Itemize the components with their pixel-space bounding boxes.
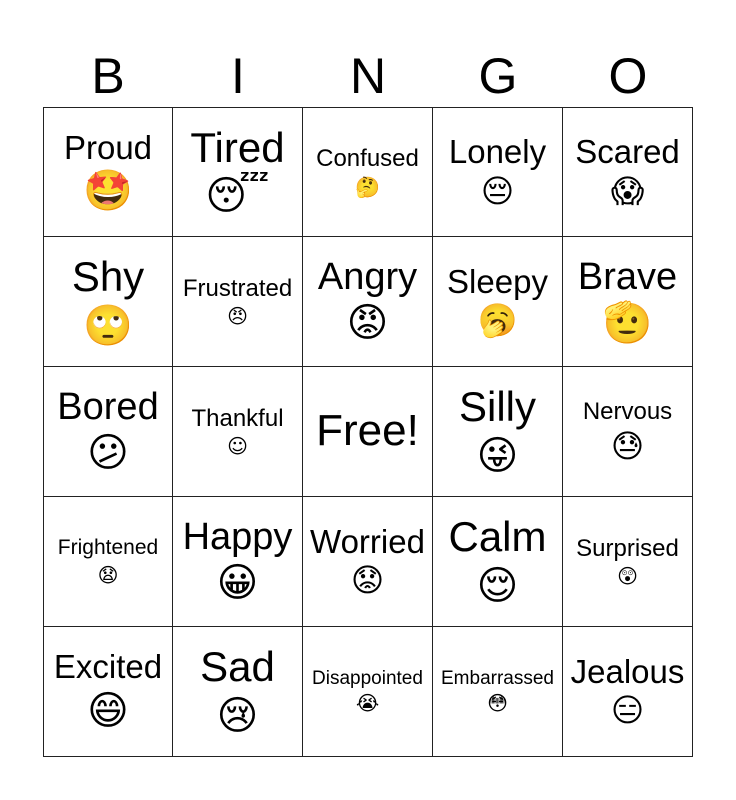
bingo-cell[interactable] [173,497,303,627]
emoji-icon: 😧 [97,562,119,587]
emoji-icon: 😠 [227,304,248,329]
bingo-cell[interactable] [303,627,433,757]
cell-label: Sleepy [447,262,548,300]
bingo-cell[interactable] [43,497,173,627]
emoji-icon: 😄 [87,687,129,734]
bingo-cell[interactable] [173,237,303,367]
bingo-cell[interactable] [173,107,303,237]
cell-label: Brave [577,255,678,298]
emoji-icon: 😡 [346,300,389,347]
cell-label: Thankful [191,404,284,432]
cell-label: Happy [182,515,293,558]
emoji-icon: 😀 [216,560,259,607]
emoji-icon: 🙄 [83,302,133,349]
cell-label: Lonely [448,133,547,171]
cell-label: Worried [310,522,425,560]
cell-label: Sad [200,643,275,691]
bingo-cell[interactable] [563,237,693,367]
emoji-icon: 😕 [87,430,129,477]
bingo-cell[interactable] [433,237,563,367]
emoji-icon: 😢 [216,692,259,739]
cell-label: Jealous [570,652,685,690]
bingo-cell[interactable] [43,107,173,237]
bingo-cell[interactable] [563,367,693,497]
cell-label: Frightened [57,536,159,560]
bingo-cell[interactable] [43,367,173,497]
cell-label: Calm [448,513,547,561]
emoji-icon: ☺ [227,434,248,459]
cell-label: Excited [53,648,163,686]
bingo-header [43,46,693,106]
free-space-cell[interactable] [303,367,433,497]
cell-label: Scared [575,133,680,171]
bingo-cell[interactable] [43,237,173,367]
emoji-icon: 🫡 [602,300,653,347]
cell-label: Free! [316,406,419,456]
cell-label: Proud [63,128,153,166]
bingo-cell[interactable] [303,107,433,237]
bingo-cell[interactable] [43,627,173,757]
emoji-icon: 🥱 [477,301,518,340]
emoji-icon: 😳 [487,691,508,716]
emoji-icon: 😱 [610,171,645,210]
cell-label: Bored [57,385,159,428]
bingo-cell[interactable] [563,627,693,757]
cell-label: Embarrassed [441,667,554,689]
emoji-icon: 😭 [355,691,380,716]
bingo-cell[interactable] [433,497,563,627]
header-letter-g: G [478,48,518,104]
cell-label: Disappointed [312,667,423,689]
emoji-icon: 🤔 [355,174,380,199]
emoji-icon: 😟 [350,561,385,600]
header-letter-n: N [349,48,387,104]
cell-label: Surprised [576,534,679,562]
bingo-cell[interactable] [303,237,433,367]
header-letter-b: B [91,48,125,104]
bingo-cell[interactable] [173,367,303,497]
cell-label: Confused [316,145,419,173]
header-letter-i: I [231,48,245,104]
emoji-icon: 😜 [476,432,519,479]
bingo-cell[interactable] [563,107,693,237]
emoji-icon: 😔 [480,171,515,210]
emoji-icon: 😲 [617,564,638,589]
cell-label: Frustrated [182,274,293,302]
cell-label: Tired [190,123,285,171]
bingo-cell[interactable] [433,627,563,757]
cell-label: Silly [458,383,536,431]
bingo-cell[interactable] [563,497,693,627]
emoji-icon: 😓 [610,426,645,465]
bingo-cell[interactable] [173,627,303,757]
bingo-cell[interactable] [303,497,433,627]
header-letter-o: O [608,48,648,104]
cell-label: Shy [71,253,145,301]
cell-label: Nervous [582,398,673,426]
emoji-icon: 😑 [610,691,645,730]
emoji-icon: 😴 [205,173,270,220]
cell-label: Angry [317,255,418,298]
emoji-icon: 😌 [476,562,519,609]
bingo-cell[interactable] [433,107,563,237]
emoji-icon: 🤩 [83,168,133,215]
bingo-board [43,107,693,757]
bingo-cell[interactable] [433,367,563,497]
